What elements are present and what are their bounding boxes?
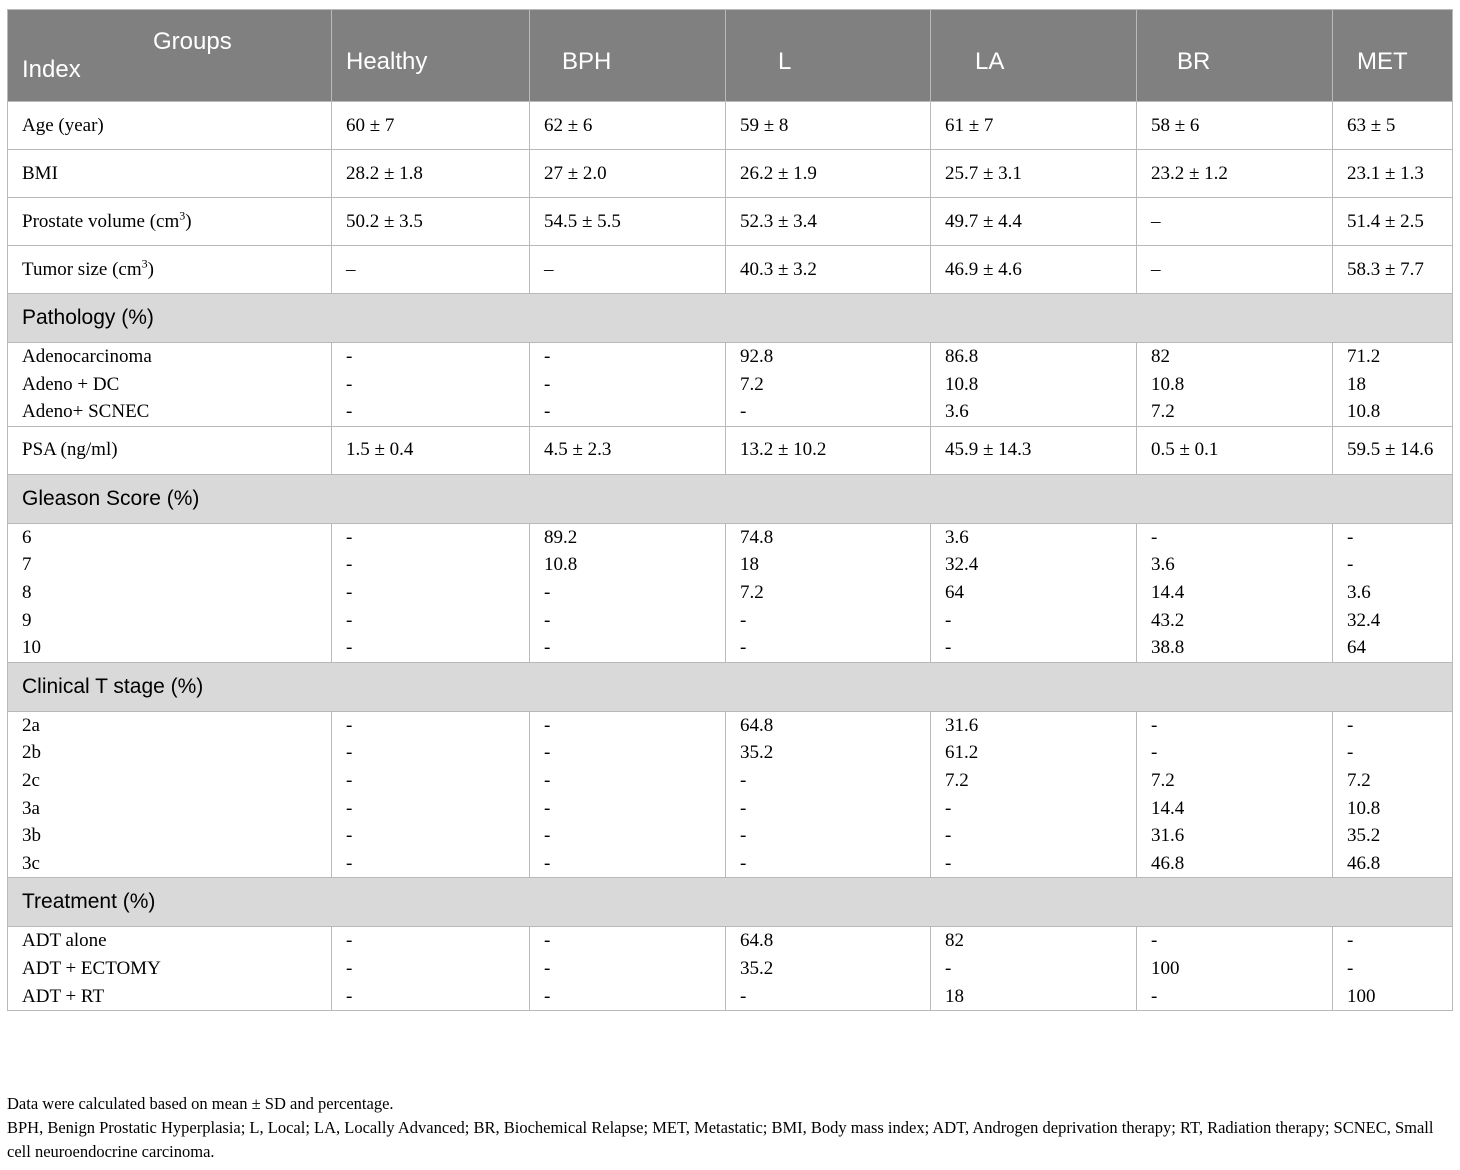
cell: 63 ± 5 xyxy=(1333,102,1453,150)
cell-group: 64.8 35.2 - xyxy=(726,927,931,1011)
cell: 58.3 ± 7.7 xyxy=(1333,246,1453,294)
column-header-l: L xyxy=(726,10,931,102)
cell-group: 3.6 32.4 64 - - xyxy=(931,523,1137,662)
cell: 23.2 ± 1.2 xyxy=(1137,150,1333,198)
column-header-br: BR xyxy=(1137,10,1333,102)
cell-group: 92.8 7.2 - xyxy=(726,343,931,427)
cell: 1.5 ± 0.4 xyxy=(332,426,530,474)
table-row-treatment xyxy=(8,927,1453,1011)
cell: 46.9 ± 4.6 xyxy=(931,246,1137,294)
cell: 25.7 ± 3.1 xyxy=(931,150,1137,198)
cell: 23.1 ± 1.3 xyxy=(1333,150,1453,198)
cell: 59.5 ± 14.6 xyxy=(1333,426,1453,474)
table-row-age xyxy=(8,102,1453,150)
cell-group: - 3.6 14.4 43.2 38.8 xyxy=(1137,523,1333,662)
cell-group: - - 3.6 32.4 64 xyxy=(1333,523,1453,662)
cell: 45.9 ± 14.3 xyxy=(931,426,1137,474)
row-label: BMI xyxy=(8,150,332,198)
header-row xyxy=(8,10,1453,102)
section-title: Pathology (%) xyxy=(8,294,1453,343)
table-row-pathology xyxy=(8,343,1453,427)
cell: 61 ± 7 xyxy=(931,102,1137,150)
cell-group: - 100 - xyxy=(1137,927,1333,1011)
cell: 50.2 ± 3.5 xyxy=(332,198,530,246)
footnote-data-note: Data were calculated based on mean ± SD and percentage. xyxy=(7,1094,394,1113)
cell-group: 82 10.8 7.2 xyxy=(1137,343,1333,427)
column-header-healthy: Healthy xyxy=(332,10,530,102)
cell-group: - - - xyxy=(530,927,726,1011)
row-label: PSA (ng/ml) xyxy=(8,426,332,474)
row-labels: 6 7 8 9 10 xyxy=(8,523,332,662)
cell: – xyxy=(1137,246,1333,294)
column-header-bph: BPH xyxy=(530,10,726,102)
cell-group: 89.2 10.8 - - - xyxy=(530,523,726,662)
cell-group: - - 7.2 14.4 31.6 46.8 xyxy=(1137,711,1333,878)
cell-group: - - - xyxy=(332,343,530,427)
row-label: Age (year) xyxy=(8,102,332,150)
table-row-gleason xyxy=(8,523,1453,662)
table-footnotes xyxy=(7,1092,1452,1164)
cell-group: 82 - 18 xyxy=(931,927,1137,1011)
index-label: Index xyxy=(22,56,81,83)
section-title: Treatment (%) xyxy=(8,878,1453,927)
cell-group: 71.2 18 10.8 xyxy=(1333,343,1453,427)
row-labels: ADT alone ADT + ECTOMY ADT + RT xyxy=(8,927,332,1011)
section-header-tstage xyxy=(8,662,1453,711)
column-header-met: MET xyxy=(1333,10,1453,102)
table-row-tumor-size xyxy=(8,246,1453,294)
cell: 62 ± 6 xyxy=(530,102,726,150)
row-labels: 2a 2b 2c 3a 3b 3c xyxy=(8,711,332,878)
cell-group: 74.8 18 7.2 - - xyxy=(726,523,931,662)
cell-group: - - - xyxy=(530,343,726,427)
column-header-la: LA xyxy=(931,10,1137,102)
table-container xyxy=(7,9,1452,1011)
table-row-psa xyxy=(8,426,1453,474)
cell: 26.2 ± 1.9 xyxy=(726,150,931,198)
cell-group: - - - - - xyxy=(332,523,530,662)
cell-group: - - - - - - xyxy=(332,711,530,878)
section-header-treatment xyxy=(8,878,1453,927)
cell: 54.5 ± 5.5 xyxy=(530,198,726,246)
section-header-gleason xyxy=(8,474,1453,523)
row-label: Prostate volume $(cm^3)$ xyxy=(8,198,332,246)
cell-group: 86.8 10.8 3.6 xyxy=(931,343,1137,427)
cell: 28.2 ± 1.8 xyxy=(332,150,530,198)
cell: – xyxy=(332,246,530,294)
cell: 0.5 ± 0.1 xyxy=(1137,426,1333,474)
cell-group: - - - - - - xyxy=(530,711,726,878)
cell: 27 ± 2.0 xyxy=(530,150,726,198)
section-title: Clinical T stage (%) xyxy=(8,662,1453,711)
cell: – xyxy=(530,246,726,294)
cell-group: 64.8 35.2 - - - - xyxy=(726,711,931,878)
cell: 52.3 ± 3.4 xyxy=(726,198,931,246)
groups-index-header xyxy=(8,10,332,102)
cell-group: - - 7.2 10.8 35.2 46.8 xyxy=(1333,711,1453,878)
cell: 59 ± 8 xyxy=(726,102,931,150)
row-label: Tumor size $(cm^3)$ xyxy=(8,246,332,294)
section-header-pathology xyxy=(8,294,1453,343)
cell: 60 ± 7 xyxy=(332,102,530,150)
cell-group: - - 100 xyxy=(1333,927,1453,1011)
cell: 51.4 ± 2.5 xyxy=(1333,198,1453,246)
cell-group: 31.6 61.2 7.2 - - - xyxy=(931,711,1137,878)
groups-label: Groups xyxy=(153,28,232,55)
table-row-prostate-volume xyxy=(8,198,1453,246)
section-title: Gleason Score (%) xyxy=(8,474,1453,523)
cell: 58 ± 6 xyxy=(1137,102,1333,150)
cell: 40.3 ± 3.2 xyxy=(726,246,931,294)
clinical-characteristics-table xyxy=(7,9,1453,1011)
cell: 49.7 ± 4.4 xyxy=(931,198,1137,246)
cell: – xyxy=(1137,198,1333,246)
cell: 4.5 ± 2.3 xyxy=(530,426,726,474)
footnote-abbreviations: BPH, Benign Prostatic Hyperplasia; L, Local; LA, Locally Advanced; BR, Biochemical Relapse; MET, Metastatic; BMI, Body mass index; ADT, Androgen deprivation therapy; RT, Radiation therapy; SCNEC, Small cell neuroendocrine carcinoma. xyxy=(7,1118,1434,1161)
cell-group: - - - xyxy=(332,927,530,1011)
cell: 13.2 ± 10.2 xyxy=(726,426,931,474)
table-row-tstage xyxy=(8,711,1453,878)
table-row-bmi xyxy=(8,150,1453,198)
row-labels: Adenocarcinoma Adeno + DC Adeno+ SCNEC xyxy=(8,343,332,427)
